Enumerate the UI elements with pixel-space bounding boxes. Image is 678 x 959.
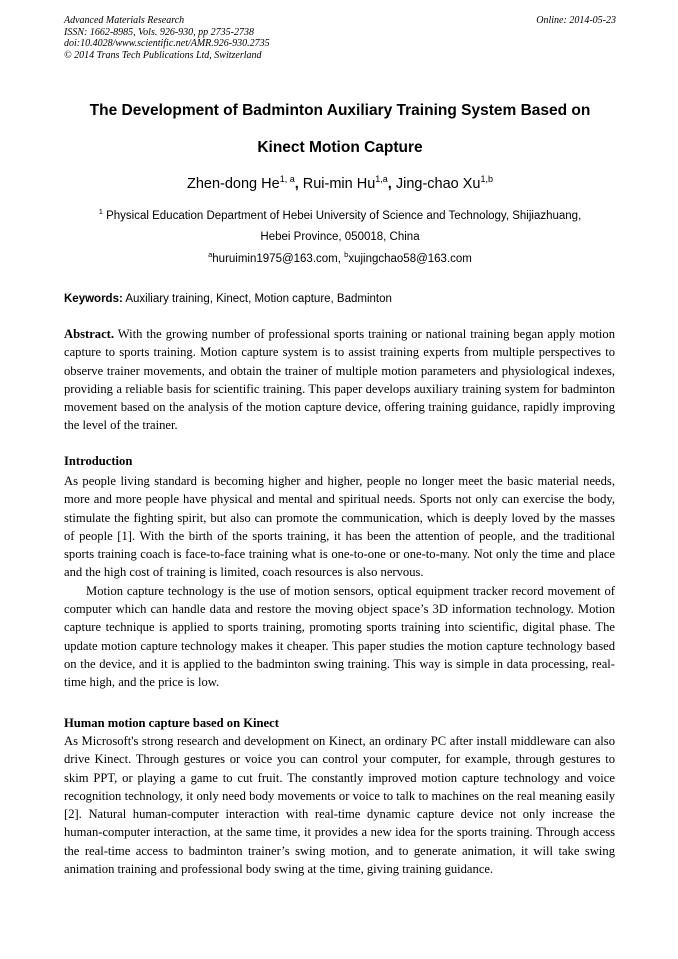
journal-name: Advanced Materials Research <box>64 15 185 26</box>
journal-issn: ISSN: 1662-8985, Vols. 926-930, pp 2735-2738 <box>64 26 254 38</box>
paragraph: Motion capture technology is the use of motion sensors, optical equipment tracker record movement of computer which can handle data and restore the moving object space’s 3D information technology. Motion capture technique is applied to sports training, promoting sports training into scientific, digital phase. The update motion capture technology makes it cheaper. This paper studies the motion capture technology based on the device, and it is applied to the badminton swing training. This way is simple in data processing, real-time high, and the price is low. <box>64 583 615 690</box>
email-mark: a <box>208 250 213 259</box>
author-separator: , <box>294 176 303 192</box>
keywords-text: Auxiliary training, Kinect, Motion capture, Badminton <box>122 293 392 305</box>
section-heading: Human motion capture based on Kinect <box>64 716 279 730</box>
journal-header <box>64 15 616 61</box>
email-address: xujingchao58@163.com <box>348 253 472 265</box>
affiliation-text: Physical Education Department of Hebei University of Science and Technology, Shijiazhuang, <box>102 210 582 222</box>
affiliation-mark: 1 <box>98 207 103 216</box>
journal-doi: doi:10.4028/www.scientific.net/AMR.926-930.2735 <box>64 38 270 49</box>
email-mark: b <box>344 250 349 259</box>
paragraph: As people living standard is becoming higher and higher, people no longer meet the basic material needs, more and more people have physical and mental and spiritual needs. Sports not only can exercise the body, stimulate the fighting spirit, but also can promote the communication, which is deeply loved by the masses of people [1]. With the birth of the sports training, it has been the attention of people, and the traditional sports training coach is face-to-face training what is one-to-one or one-to-many. Not only the time and place and the high cost of training is limited, coach resources is also nervous. <box>64 474 615 580</box>
section-body <box>64 472 615 692</box>
abstract-label: Abstract. <box>64 327 115 341</box>
abstract-text: With the growing number of professional sports training or national training began apply motion capture to sports training. Motion capture system is to assist training experts from multiple perspectives to observe trainer movements, and obtain the trainer of multiple motion parameters and physiological indexes, providing a reliable basis for scientific training. This paper develops auxiliary training system for badminton movement based on the analysis of the motion capture device, offering training guidance, rapidly improving the level of the trainer. <box>64 327 615 433</box>
email-address: huruimin1975@163.com, <box>212 253 345 265</box>
author-affiliation-mark: 1,a <box>375 174 388 184</box>
abstract-paragraph <box>64 325 615 435</box>
abstract <box>64 325 615 435</box>
affiliation <box>64 206 616 248</box>
author-separator: , <box>387 176 396 192</box>
affiliation-line-2: Hebei Province, 050018, China <box>260 231 420 243</box>
title-line-1: The Development of Badminton Auxiliary Training System Based on <box>89 102 591 119</box>
paragraph: As Microsoft's strong research and development on Kinect, an ordinary PC after install middleware can also drive Kinect. Through gestures or voice you can control your computer, for example, through gestures to skim PPT, or playing a game to cut fruit. The constantly improved motion capture technology and voice recognition technology, it only need body movements or voice to talk to machines on the real meaning easily [2]. Natural human-computer interaction with real-time dynamic capture device not only increase the human-computer interaction, at the same time, it provides a new idea for the sports training. Through access the real-time access to badminton trainer’s swing motion, and to generate animation, it will take swing animation training and professional body swing at the time, giving training guidance. <box>64 734 615 877</box>
paper-title <box>64 92 616 166</box>
online-date: Online: 2014-05-23 <box>536 15 616 26</box>
author-name: Zhen-dong He <box>186 176 280 192</box>
author-affiliation-mark: 1, a <box>279 174 295 184</box>
author-emails <box>64 251 616 267</box>
section-body <box>64 732 615 878</box>
section-heading: Introduction <box>64 454 133 468</box>
author-name: Jing-chao Xu <box>395 176 481 192</box>
author-affiliation-mark: 1,b <box>480 174 494 184</box>
author-list <box>64 174 616 194</box>
keywords-label: Keywords: <box>64 293 123 305</box>
title-line-2: Kinect Motion Capture <box>257 139 423 156</box>
journal-copyright: © 2014 Trans Tech Publications Ltd, Switzerland <box>64 49 262 61</box>
affiliation-line-1 <box>64 206 616 227</box>
author-name: Rui-min Hu <box>302 176 376 192</box>
keywords <box>64 291 616 307</box>
